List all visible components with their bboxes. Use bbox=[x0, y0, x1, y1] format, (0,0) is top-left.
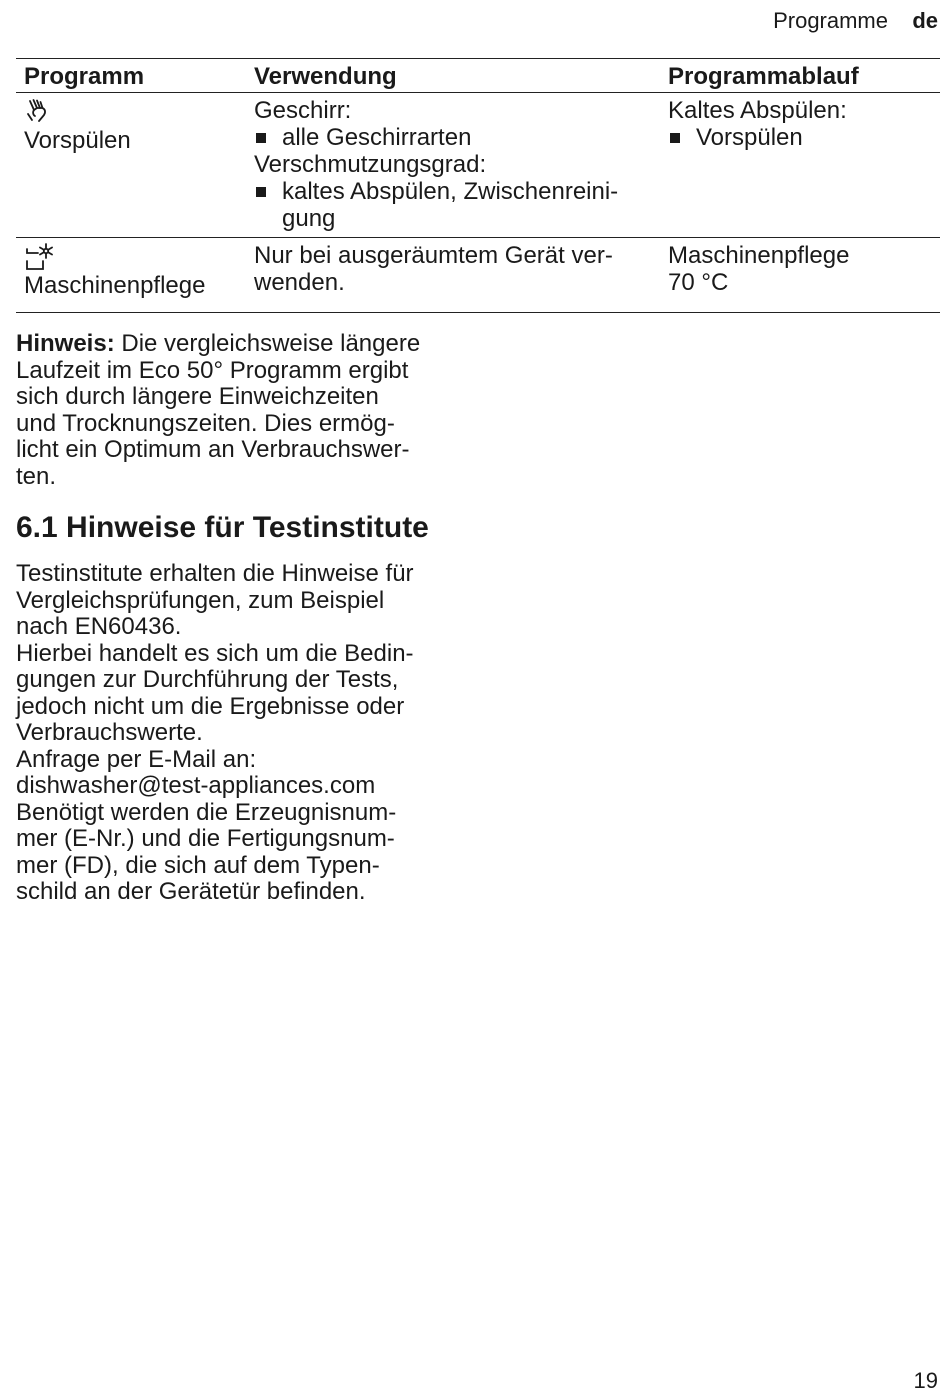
machine-care-icon bbox=[24, 242, 238, 272]
usage-bullet-continuation: gung bbox=[282, 205, 336, 232]
table-row bbox=[16, 238, 940, 313]
hint-text: Die vergleichsweise längere bbox=[114, 330, 421, 357]
usage-line: wenden. bbox=[254, 269, 345, 296]
running-header-language: de bbox=[912, 8, 938, 33]
body-line: Vergleichsprüfungen, zum Beispiel bbox=[16, 586, 385, 614]
program-name: Vorspülen bbox=[24, 127, 131, 154]
body-line: gungen zur Durchführung der Tests, bbox=[16, 666, 399, 693]
body-line: schild an der Gerätetür befinden. bbox=[16, 878, 366, 905]
body-line: Anfrage per E-Mail an: bbox=[16, 745, 257, 773]
usage-cell bbox=[246, 238, 660, 313]
running-header-section: Programme bbox=[773, 8, 888, 33]
usage-bullet: alle Geschirrarten bbox=[254, 124, 652, 151]
sequence-line: 70 °C bbox=[668, 269, 729, 296]
prewash-hand-icon bbox=[24, 97, 238, 127]
usage-line: Geschirr: bbox=[254, 97, 352, 124]
program-name: Maschinenpflege bbox=[24, 272, 206, 299]
usage-bullet: kaltes Abspülen, Zwischenreini- bbox=[254, 178, 652, 205]
body-line: jedoch nicht um die Ergebnisse oder bbox=[16, 692, 405, 720]
column-header-program: Programm bbox=[16, 59, 246, 93]
body-line: Testinstitute erhalten die Hinweise für bbox=[16, 560, 414, 587]
usage-line: Nur bei ausgeräumtem Gerät ver- bbox=[254, 242, 613, 269]
page-number: 19 bbox=[913, 1368, 938, 1393]
sequence-line: Maschinenpflege bbox=[668, 242, 850, 269]
email-address: dishwasher@test-appliances.com bbox=[16, 772, 376, 799]
hint-line: sich durch längere Einweichzeiten bbox=[16, 383, 379, 410]
column-header-usage: Verwendung bbox=[246, 59, 660, 93]
sequence-cell bbox=[660, 93, 940, 238]
hint-paragraph bbox=[16, 331, 456, 490]
hint-line: und Trocknungszeiten. Dies ermög- bbox=[16, 409, 395, 437]
sequence-line: Kaltes Abspülen: bbox=[668, 97, 847, 124]
body-line: nach EN60436. bbox=[16, 613, 182, 640]
table-header-row bbox=[16, 59, 940, 93]
hint-line: Laufzeit im Eco 50° Programm ergibt bbox=[16, 356, 409, 384]
hint-first-line bbox=[16, 331, 456, 358]
usage-cell bbox=[246, 93, 660, 238]
body-line: Benötigt werden die Erzeugnisnum- bbox=[16, 798, 397, 826]
column-header-sequence: Programmablauf bbox=[660, 59, 940, 93]
section-body bbox=[16, 561, 461, 906]
program-table bbox=[16, 58, 940, 313]
hint-line: licht ein Optimum an Verbrauchswer- bbox=[16, 436, 410, 463]
usage-line: Verschmutzungsgrad: bbox=[254, 151, 487, 178]
section-heading: 6.1 Hinweise für Testinstitute bbox=[16, 511, 429, 544]
hint-line: ten. bbox=[16, 462, 57, 490]
body-line: mer (E-Nr.) und die Fertigungsnum- bbox=[16, 825, 395, 852]
table-row bbox=[16, 93, 940, 238]
hint-label: Hinweis: bbox=[16, 330, 115, 357]
body-line: Hierbei handelt es sich um die Bedin- bbox=[16, 639, 414, 667]
sequence-bullet: Vorspülen bbox=[668, 124, 932, 151]
body-line: mer (FD), die sich auf dem Typen- bbox=[16, 851, 380, 879]
program-cell bbox=[16, 93, 246, 238]
program-cell bbox=[16, 238, 246, 313]
sequence-cell bbox=[660, 238, 940, 313]
body-line: Verbrauchswerte. bbox=[16, 719, 203, 746]
